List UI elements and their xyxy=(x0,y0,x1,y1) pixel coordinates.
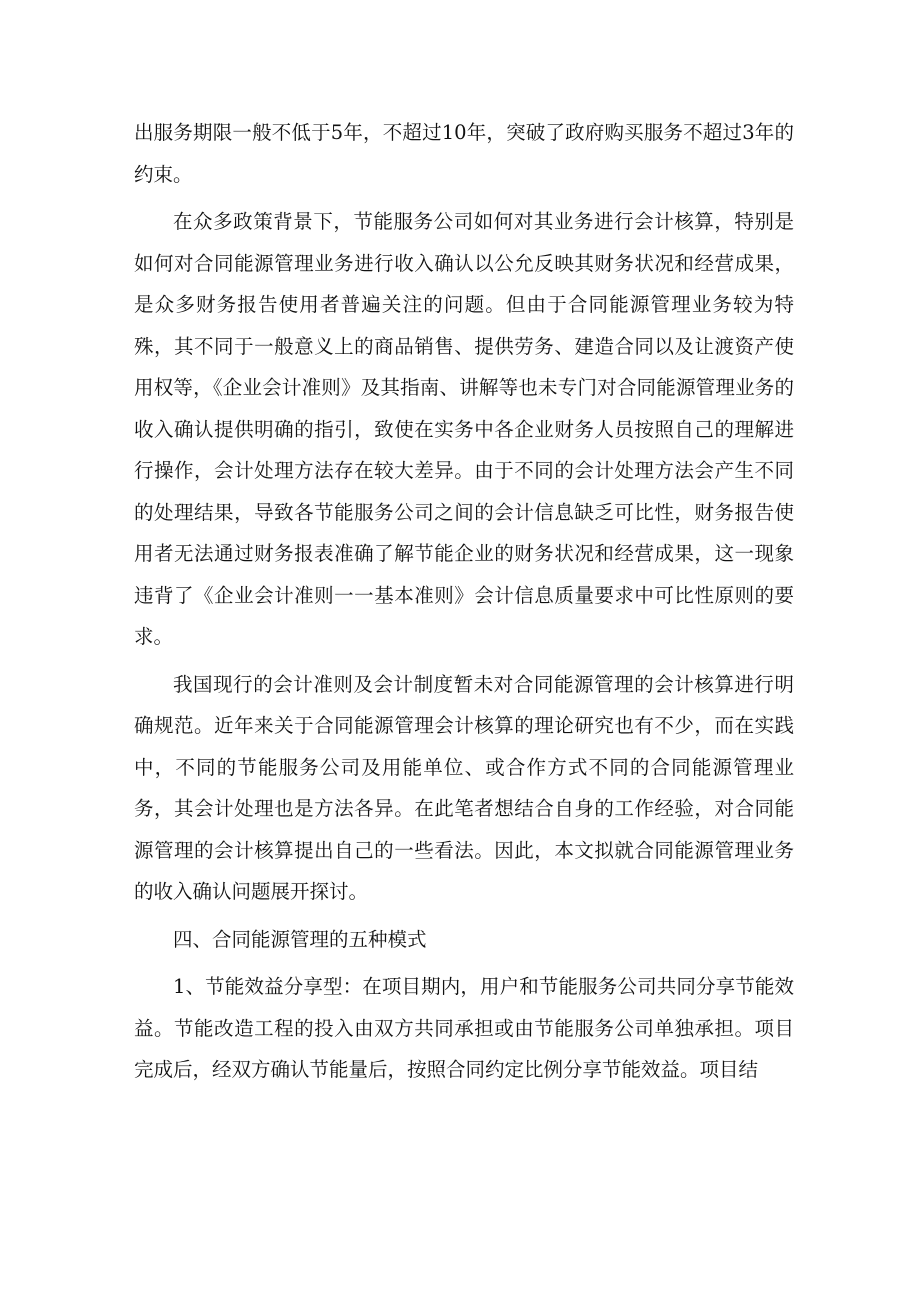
paragraph-continued: 出服务期限一般不低于5年，不超过10年，突破了政府购买服务不超过3年的约束。 xyxy=(134,121,794,186)
paragraph-current-standards: 我国现行的会计准则及会计制度暂未对合同能源管理的会计核算进行明确规范。近年来关于合同能源管理会计核算的理论研究也有不少，而在实践中，不同的节能服务公司及用能单位、或合作方式不同的合同能源管理业务，其会计处理也是方法各异。在此笔者想结合自身的工作经验，对合同能源管理的会计核算提出自己的一些看法。因此，本文拟就合同能源管理业务的收入确认问题展开探讨。 xyxy=(134,672,794,903)
list-item-savings-sharing: 1、节能效益分享型：在项目期内，用户和节能服务公司共同分享节能效益。节能改造工程的投入由双方共同承担或由节能服务公司单独承担。项目完成后，经双方确认节能量后，按照合同约定比例分享节能效益。项目结 xyxy=(134,975,794,1081)
section-heading: 四、合同能源管理的五种模式 xyxy=(173,927,427,951)
paragraph-accounting-issue: 在众多政策背景下，节能服务公司如何对其业务进行会计核算，特别是如何对合同能源管理业务进行收入确认以公允反映其财务状况和经营成果，是众多财务报告使用者普遍关注的问题。但由于合同能源管理业务较为特殊，其不同于一般意义上的商品销售、提供劳务、建造合同以及让渡资产使用权等，《企业会计准则》及其指南、讲解等也未专门对合同能源管理业务的收入确认提供明确的指引，致使在实务中各企业财务人员按照自己的理解进行操作，会计处理方法存在较大差异。由于不同的会计处理方法会产生不同的处理结果，导致各节能服务公司之间的会计信息缺乏可比性，财务报告使用者无法通过财务报表准确了解节能企业的财务状况和经营成果，这一现象违背了《企业会计准则一一基本准则》会计信息质量要求中可比性原则的要求。 xyxy=(134,210,794,648)
document-body xyxy=(134,112,794,1097)
